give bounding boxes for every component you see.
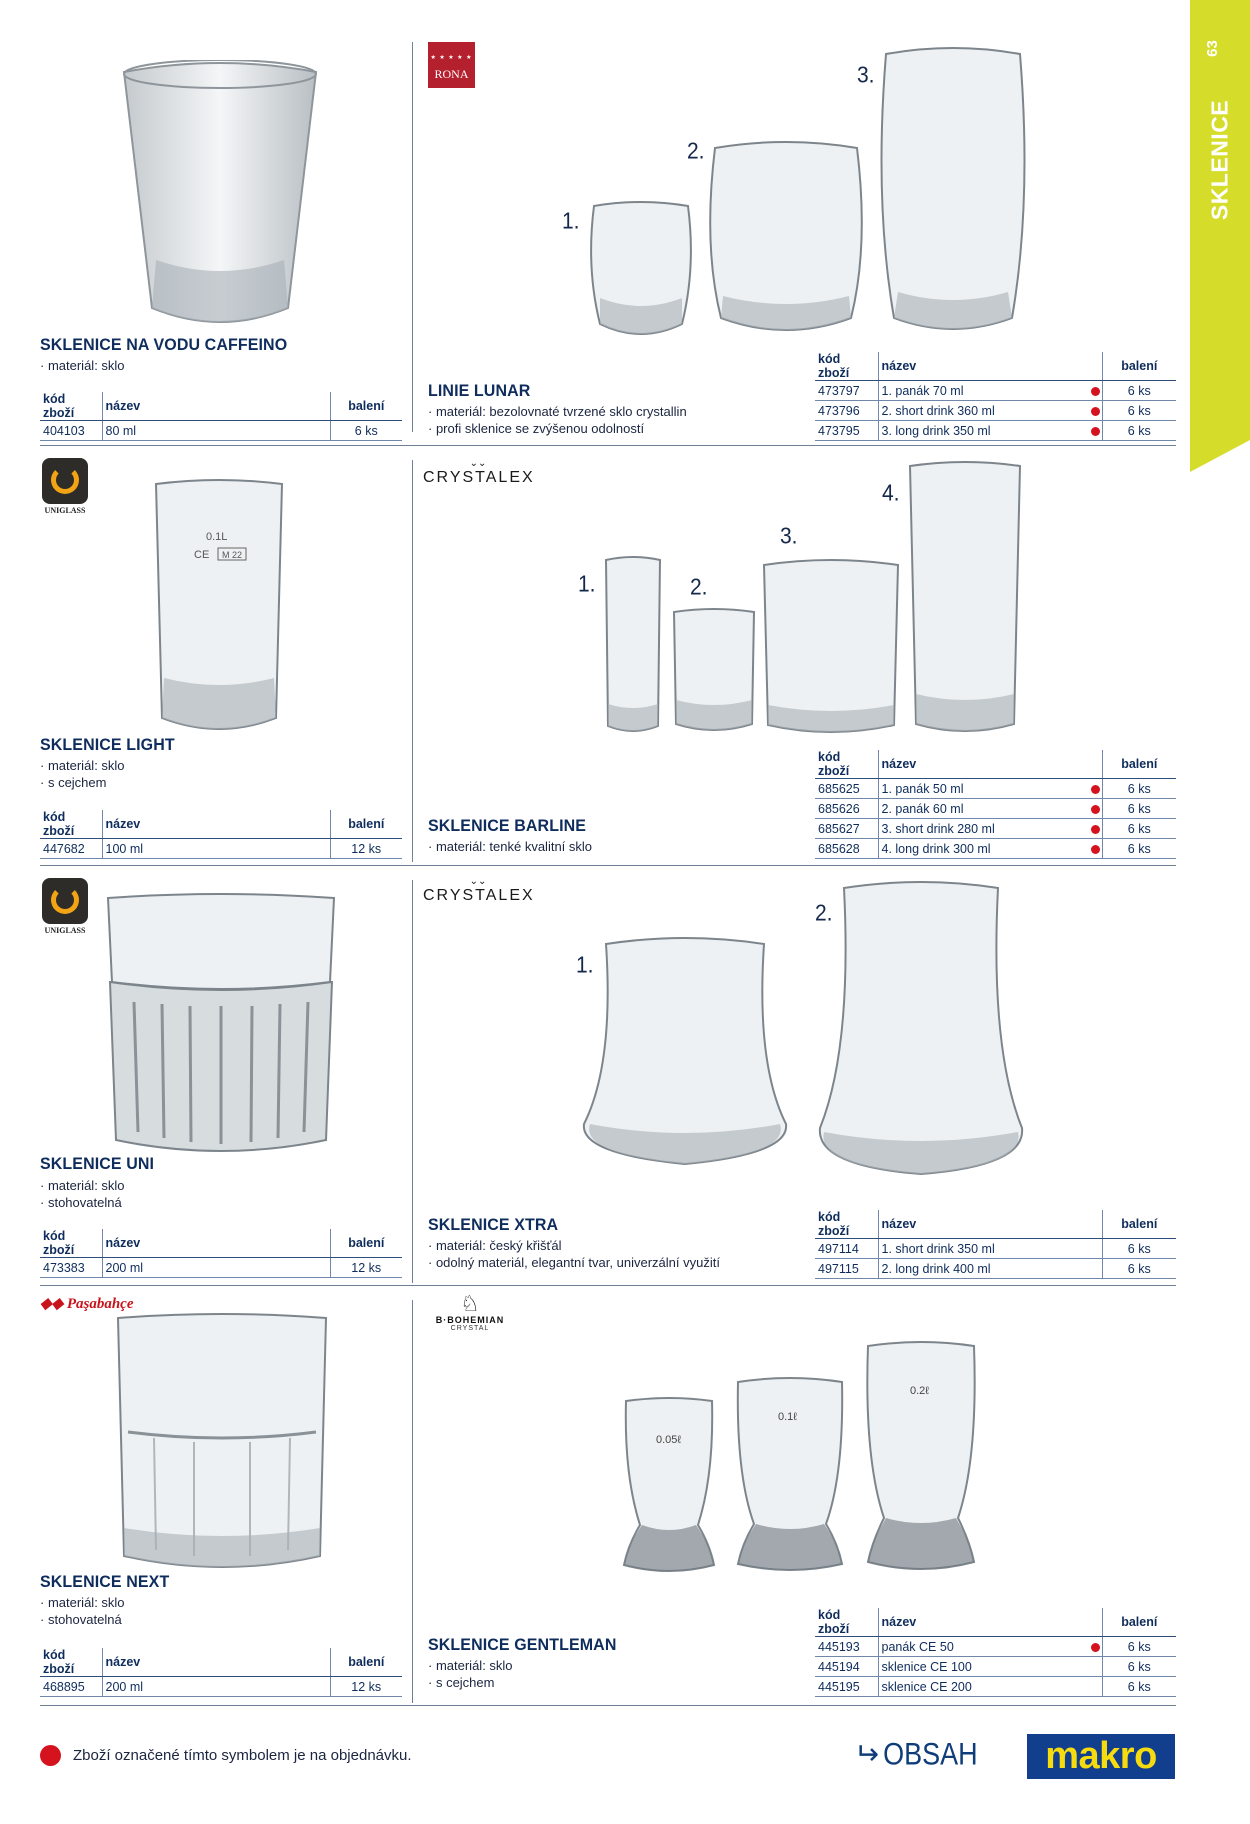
order-only-icon	[1091, 387, 1100, 396]
table-row: 685627 3. short drink 280 ml 6 ks	[815, 819, 1176, 839]
product-title: LINIE LUNAR	[428, 382, 531, 401]
row-divider	[40, 1705, 1176, 1706]
product-title: SKLENICE GENTLEMAN	[428, 1636, 617, 1655]
product-features: · materiál: sklo · stohovatelná	[40, 1177, 125, 1211]
table-row: 473383 200 ml 12 ks	[40, 1258, 402, 1278]
order-only-legend-icon	[40, 1745, 61, 1766]
table-row: 445194 sklenice CE 100 6 ks	[815, 1657, 1176, 1677]
item-number: 3.	[857, 62, 875, 89]
return-arrow-icon: ↵	[854, 1738, 880, 1771]
product-features: · materiál: sklo	[40, 357, 125, 374]
svg-text:M 22: M 22	[222, 550, 243, 560]
pasabahce-logo: ◆◆ Paşabahçe	[40, 1296, 134, 1312]
item-number: 1.	[578, 571, 596, 598]
table-row: 473797 1. panák 70 ml 6 ks	[815, 381, 1176, 401]
order-only-icon	[1091, 805, 1100, 814]
product-features: · materiál: sklo · s cejchem	[40, 757, 125, 791]
order-only-icon	[1091, 427, 1100, 436]
xtra-long-drink-glass-image	[812, 878, 1030, 1180]
xtra-short-drink-glass-image	[576, 934, 794, 1170]
gentleman-100-glass-image	[734, 1374, 846, 1574]
product-table: kód zboží název balení 404103 80 ml 6 ks	[40, 392, 402, 441]
product-title: SKLENICE XTRA	[428, 1216, 559, 1235]
caffeino-glass-image	[118, 60, 322, 326]
product-table: kód zboží název balení 473797 1. panák 70 ml 6 ks 473796 2. short drink 360 ml 6 ks 473795 3. long drink 350 ml 6 ks	[815, 352, 1176, 441]
svg-text:0.2ℓ: 0.2ℓ	[910, 1385, 929, 1397]
barline-long-drink-glass-image	[906, 458, 1024, 736]
product-title: SKLENICE NEXT	[40, 1573, 170, 1592]
product-table: kód zboží název balení 447682 100 ml 12 ks	[40, 810, 402, 859]
order-only-icon	[1091, 785, 1100, 794]
item-number: 2.	[815, 900, 833, 927]
table-row: 685625 1. panák 50 ml 6 ks	[815, 779, 1176, 799]
bohemian-crystal-logo: ♘ B·BOHEMIAN CRYSTAL	[435, 1291, 505, 1332]
table-row: 685628 4. long drink 300 ml 6 ks	[815, 839, 1176, 859]
contents-link[interactable]	[854, 1737, 978, 1772]
contents-label: OBSAH	[883, 1736, 978, 1772]
category-label: SKLENICE	[1206, 99, 1233, 221]
item-number: 3.	[780, 523, 798, 550]
product-title: SKLENICE UNI	[40, 1155, 155, 1174]
table-row: 447682 100 ml 12 ks	[40, 839, 402, 859]
uni-glass-image	[104, 892, 338, 1158]
gentleman-200-glass-image	[862, 1338, 980, 1574]
product-features: · materiál: sklo · s cejchem	[428, 1657, 513, 1691]
crystalex-logo: ⌄⌄ CRYSTALEX	[423, 876, 535, 904]
lunar-shot-glass-image	[586, 198, 696, 338]
svg-text:0.1L: 0.1L	[206, 531, 228, 543]
svg-text:0.05ℓ: 0.05ℓ	[656, 1434, 681, 1446]
item-number: 2.	[690, 574, 708, 601]
item-number: 1.	[562, 208, 580, 235]
table-row: 404103 80 ml 6 ks	[40, 421, 402, 441]
product-table: kód zboží název balení 473383 200 ml 12 ks	[40, 1229, 402, 1278]
order-only-icon	[1091, 407, 1100, 416]
side-category-tab	[1190, 0, 1250, 472]
product-features: · materiál: sklo · stohovatelná	[40, 1594, 125, 1628]
table-row: 473795 3. long drink 350 ml 6 ks	[815, 421, 1176, 441]
barline-shot2-glass-image	[670, 606, 758, 736]
product-features: · materiál: tenké kvalitní sklo	[428, 838, 592, 855]
makro-logo[interactable]: makro	[1027, 1734, 1175, 1779]
svg-text:CE: CE	[194, 549, 210, 561]
uniglass-logo: UNIGLASS	[38, 878, 92, 936]
table-row: 497115 2. long drink 400 ml 6 ks	[815, 1259, 1176, 1279]
table-row: 497114 1. short drink 350 ml 6 ks	[815, 1239, 1176, 1259]
footer-note: Zboží označené tímto symbolem je na objednávku.	[73, 1747, 412, 1764]
table-row: 445193 panák CE 50 6 ks	[815, 1637, 1176, 1657]
item-number: 4.	[882, 480, 900, 507]
next-glass-image	[114, 1312, 330, 1574]
table-row: 685626 2. panák 60 ml 6 ks	[815, 799, 1176, 819]
table-row: 473796 2. short drink 360 ml 6 ks	[815, 401, 1176, 421]
table-row: 445195 sklenice CE 200 6 ks	[815, 1677, 1176, 1697]
uniglass-logo: UNIGLASS	[38, 458, 92, 516]
row-divider	[40, 1285, 1176, 1286]
rona-logo: ★ ★ ★ ★ ★ RONA	[428, 42, 475, 88]
product-title: SKLENICE NA VODU CAFFEINO	[40, 336, 288, 355]
product-table: kód zboží název balení 468895 200 ml 12 ks	[40, 1648, 402, 1697]
product-features: · materiál: český křišťál · odolný materiál, elegantní tvar, univerzální využití	[428, 1237, 720, 1271]
row-divider	[40, 445, 1176, 446]
product-title: SKLENICE LIGHT	[40, 736, 175, 755]
product-table: kód zboží název balení 685625 1. panák 50 ml 6 ks 685626 2. panák 60 ml 6 ks 685627 3. short drink 280 ml 6 ks 685628 4. long drink 300 ml 6 ks	[815, 750, 1176, 859]
column-divider	[412, 42, 413, 432]
column-divider	[412, 460, 413, 862]
table-row: 468895 200 ml 12 ks	[40, 1677, 402, 1697]
product-features: · materiál: bezolovnaté tvrzené sklo crystallin · profi sklenice se zvýšenou odolností	[428, 403, 687, 437]
row-divider	[40, 865, 1176, 866]
svg-text:0.1ℓ: 0.1ℓ	[778, 1411, 797, 1423]
product-title: SKLENICE BARLINE	[428, 817, 587, 836]
lunar-long-drink-glass-image	[876, 42, 1030, 336]
barline-short-drink-glass-image	[760, 555, 902, 737]
product-table: kód zboží název balení 445193 panák CE 50 6 ks 445194 sklenice CE 100 6 ks 445195 sklenice CE 200 6 ks	[815, 1608, 1176, 1697]
order-only-icon	[1091, 845, 1100, 854]
lunar-short-drink-glass-image	[703, 136, 869, 336]
barline-shot1-glass-image	[602, 554, 664, 736]
item-number: 2.	[687, 138, 705, 165]
column-divider	[412, 880, 413, 1283]
order-only-icon	[1091, 825, 1100, 834]
page-number: 63	[1203, 40, 1221, 57]
gentleman-shot-glass-image	[622, 1395, 716, 1575]
column-divider	[412, 1300, 413, 1703]
product-table: kód zboží název balení 497114 1. short drink 350 ml 6 ks 497115 2. long drink 400 ml 6 ks	[815, 1210, 1176, 1279]
order-only-icon	[1091, 1643, 1100, 1652]
item-number: 1.	[576, 952, 594, 979]
light-glass-image	[152, 478, 286, 734]
crystalex-logo: ⌄⌄ CRYSTALEX	[423, 458, 535, 486]
